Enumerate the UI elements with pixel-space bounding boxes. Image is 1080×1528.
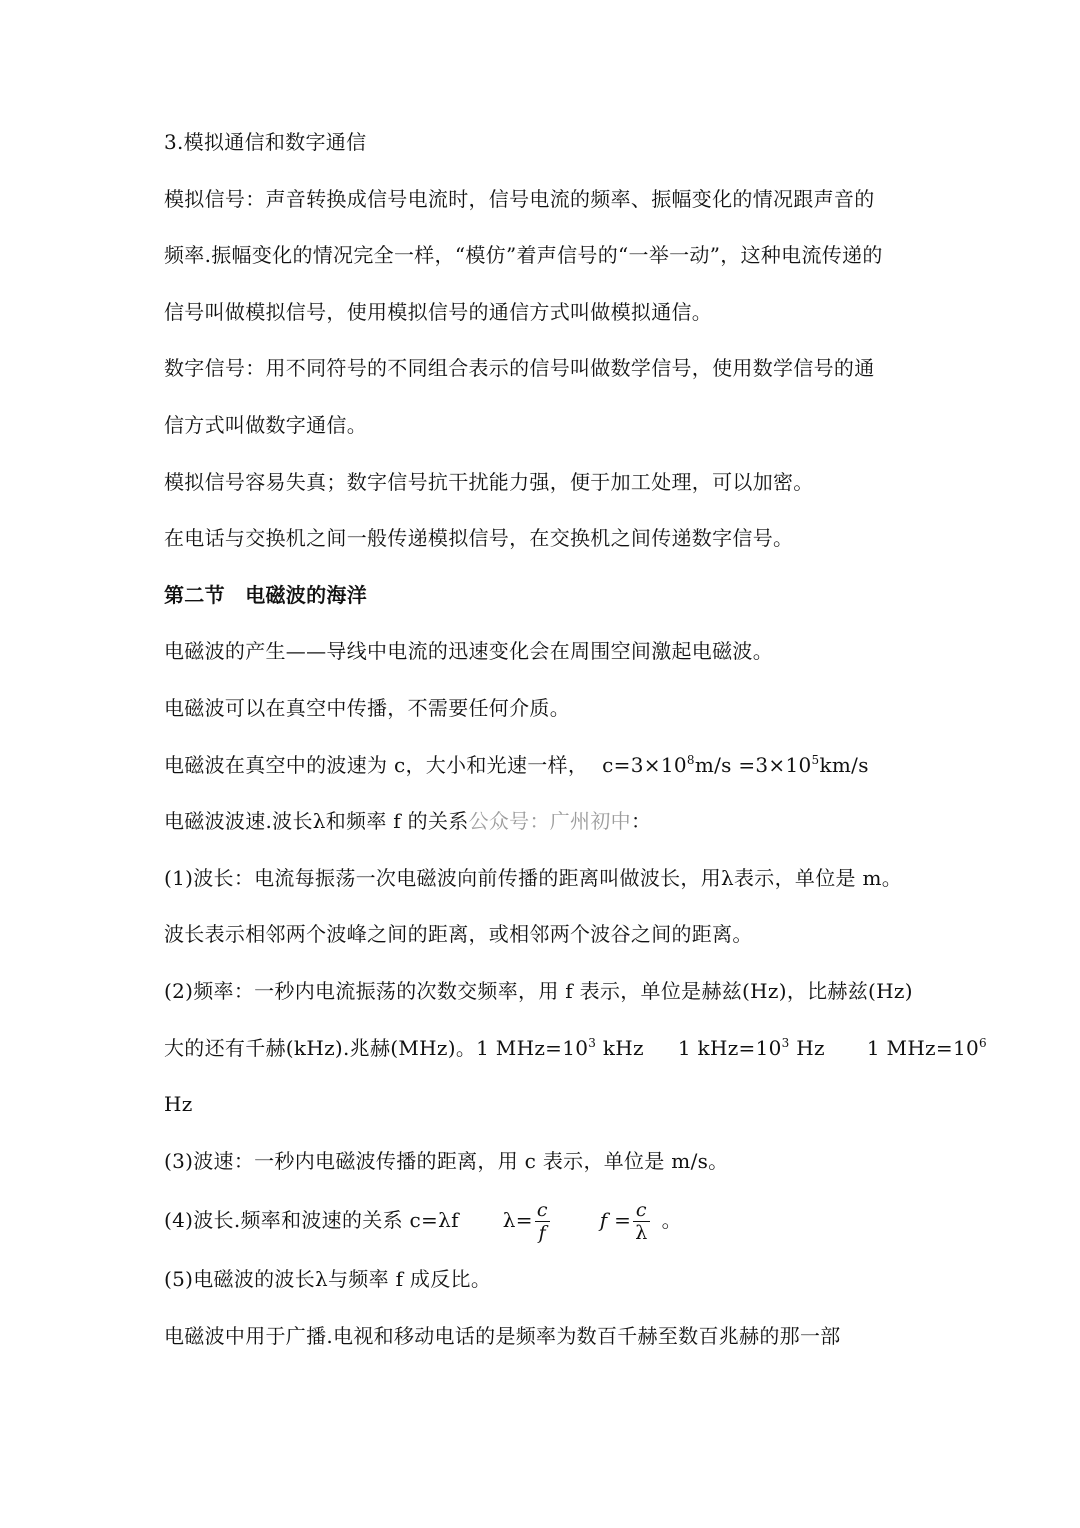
speed-formula-base: c=3×10	[602, 752, 687, 777]
section-heading: 第二节 电磁波的海洋	[164, 582, 367, 607]
relationship-line	[164, 1189, 924, 1251]
speed-formula-exp2: 5	[811, 752, 820, 767]
signal-comparison: 模拟信号容易失真；数字信号抗干扰能力强，便于加工处理，可以加密。	[164, 469, 814, 494]
fraction-1-numerator: c	[536, 1198, 548, 1221]
wave-speed-line: (3)波速：一秒内电磁波传播的距离，用 c 表示，单位是 m/s。	[164, 1148, 729, 1173]
fraction-c-over-lambda	[633, 1198, 649, 1244]
fraction-2-numerator: c	[633, 1201, 649, 1222]
relationship-end: 。	[661, 1208, 682, 1233]
fraction-c-over-f	[535, 1198, 550, 1244]
frequency-mhz-text: 大的还有千赫(kHz).兆赫(MHz)。1 MHz=10	[164, 1035, 589, 1060]
document-page	[164, 114, 987, 1364]
fraction-1-denominator: f	[538, 1221, 546, 1244]
section-title: 3.模拟通信和数字通信	[164, 130, 367, 154]
relation-intro-suffix: ：	[630, 809, 652, 834]
lambda-equals: λ=	[502, 1208, 533, 1233]
signal-transmission: 在电话与交换机之间一般传递模拟信号，在交换机之间传递数字信号。	[164, 526, 794, 551]
wavelength-line-2: 波长表示相邻两个波峰之间的距离，或相邻两个波谷之间的距离。	[164, 922, 753, 947]
frequency-unit-1: kHz	[596, 1035, 644, 1060]
wavelength-line-1: (1)波长：电流每振荡一次电磁波向前传播的距离叫做波长，用λ表示，单位是 m。	[164, 865, 903, 890]
em-wave-vacuum: 电磁波可以在真空中传播，不需要任何介质。	[164, 695, 570, 720]
frequency-line-1: (2)频率：一秒内电流振荡的次数交频率，用 f 表示，单位是赫兹(Hz)，比赫兹(Hz)	[164, 978, 913, 1003]
analog-signal-line-1: 模拟信号：声音转换成信号电流时，信号电流的频率、振幅变化的情况跟声音的	[164, 186, 875, 211]
f-equals: f =	[599, 1208, 632, 1233]
speed-text: 电磁波在真空中的波速为 c，大小和光速一样，	[164, 752, 589, 777]
em-wave-speed	[164, 737, 924, 794]
speed-formula-unit: m/s =3×10	[694, 752, 812, 777]
speed-formula-exp: 8	[686, 752, 695, 767]
frequency-line-2	[164, 1020, 987, 1077]
fraction-2-denominator: λ	[635, 1221, 648, 1244]
em-wave-generation: 电磁波的产生——导线中电流的迅速变化会在周围空间激起电磁波。	[164, 639, 773, 664]
watermark-text: 公众号：广州初中	[468, 809, 631, 834]
relationship-text: (4)波长.频率和波速的关系 c=λf	[164, 1208, 459, 1233]
inverse-relation: (5)电磁波的波长λ与频率 f 成反比。	[164, 1267, 492, 1292]
frequency-exp-2: 3	[781, 1035, 790, 1050]
frequency-exp-1: 3	[588, 1035, 597, 1050]
analog-signal-line-3: 信号叫做模拟信号，使用模拟信号的通信方式叫做模拟通信。	[164, 299, 713, 324]
frequency-mhz-hz-text: 1 MHz=10	[866, 1035, 980, 1060]
relation-intro	[164, 793, 924, 850]
broadcast-line: 电磁波中用于广播.电视和移动电话的是频率为数百千赫至数百兆赫的那一部	[164, 1323, 841, 1348]
frequency-exp-3: 6	[979, 1035, 987, 1050]
frequency-unit-2: Hz	[789, 1035, 825, 1060]
analog-signal-line-2: 频率.振幅变化的情况完全一样，“模仿”着声信号的“一举一动”，这种电流传递的	[164, 243, 883, 268]
digital-signal-line-1: 数字信号：用不同符号的不同组合表示的信号叫做数学信号，使用数学信号的通	[164, 356, 875, 381]
speed-formula-unit2: km/s	[819, 752, 869, 777]
digital-signal-line-2: 信方式叫做数字通信。	[164, 412, 367, 437]
frequency-khz-text: 1 kHz=10	[677, 1035, 782, 1060]
relation-intro-text: 电磁波波速.波长λ和频率 f 的关系	[164, 809, 469, 834]
frequency-line-3: Hz	[164, 1092, 193, 1117]
